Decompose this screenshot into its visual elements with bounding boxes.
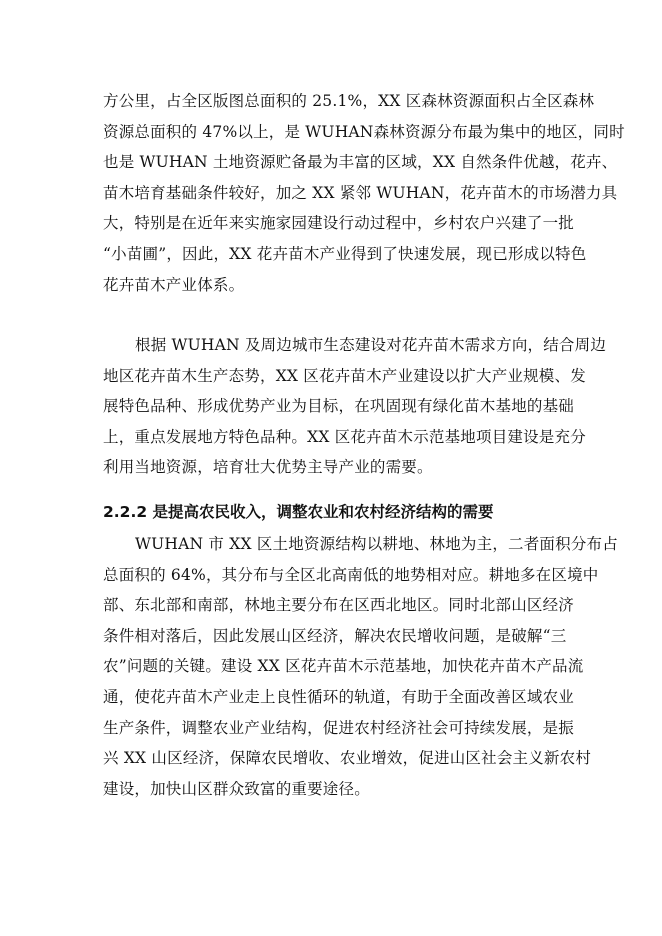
text-line: 兴 XX 山区经济，保障农民增收、农业增效，促进山区社会主义新农村 — [103, 749, 592, 768]
paragraph-demand-direction — [103, 330, 607, 483]
text-line: 也是 WUHAN 土地资源贮备最为丰富的区域，XX 自然条件优越，花卉、 — [103, 153, 618, 172]
paragraph-land-structure — [103, 529, 618, 804]
text-line: 展特色品种、形成优势产业为目标，在巩固现有绿化苗木基地的基础 — [103, 397, 575, 416]
text-line: 建设，加快山区群众致富的重要途径。 — [103, 779, 370, 798]
text-line: 利用当地资源，培育壮大优势主导产业的需要。 — [103, 458, 433, 477]
text-line: 农”问题的关键。建设 XX 区花卉苗木示范基地，加快花卉苗木产品流 — [103, 657, 584, 676]
text-line: 方公里，占全区版图总面积的 25.1%，XX 区森林资源面积占全区森林 — [103, 92, 595, 110]
text-line: 花卉苗木产业体系。 — [103, 275, 245, 294]
text-line: 地区花卉苗木生产态势，XX 区花卉苗木产业建设以扩大产业规模、发 — [103, 366, 586, 385]
text-line: 苗木培育基础条件较好，加之 XX 紧邻 WUHAN，花卉苗木的市场潜力具 — [103, 183, 618, 202]
text-line: 总面积的 64%，其分布与全区北高南低的地势相对应。耕地多在区境中 — [103, 565, 599, 584]
text-line: 部、东北部和南部，林地主要分布在区西北地区。同时北部山区经济 — [103, 596, 575, 615]
text-line: 大，特别是在近年来实施家园建设行动过程中，乡村农户兴建了一批 — [103, 214, 575, 233]
text-line: 根据 WUHAN 及周边城市生态建设对花卉苗木需求方向，结合周边 — [135, 336, 607, 354]
text-line: 生产条件，调整农业产业结构，促进农村经济社会可持续发展，是振 — [103, 718, 575, 737]
text-line: 上，重点发展地方特色品种。XX 区花卉苗木示范基地项目建设是充分 — [103, 427, 586, 446]
paragraph-forest-resources — [103, 86, 625, 300]
text-line: 资源总面积的 47%以上，是 WUHAN森林资源分布最为集中的地区，同时 — [103, 122, 625, 141]
text-line: 通，使花卉苗木产业走上良性循环的轨道，有助于全面改善区域农业 — [103, 687, 575, 706]
text-line: “小苗圃”，因此，XX 花卉苗木产业得到了快速发展，现已形成以特色 — [103, 244, 587, 263]
text-line: 条件相对落后，因此发展山区经济，解决农民增收问题，是破解“三 — [103, 626, 567, 645]
text-line: WUHAN 市 XX 区土地资源结构以耕地、林地为主，二者面积分布占 — [135, 535, 618, 553]
section-heading: 2.2.2 是提高农民收入，调整农业和农村经济结构的需要 — [103, 503, 494, 521]
